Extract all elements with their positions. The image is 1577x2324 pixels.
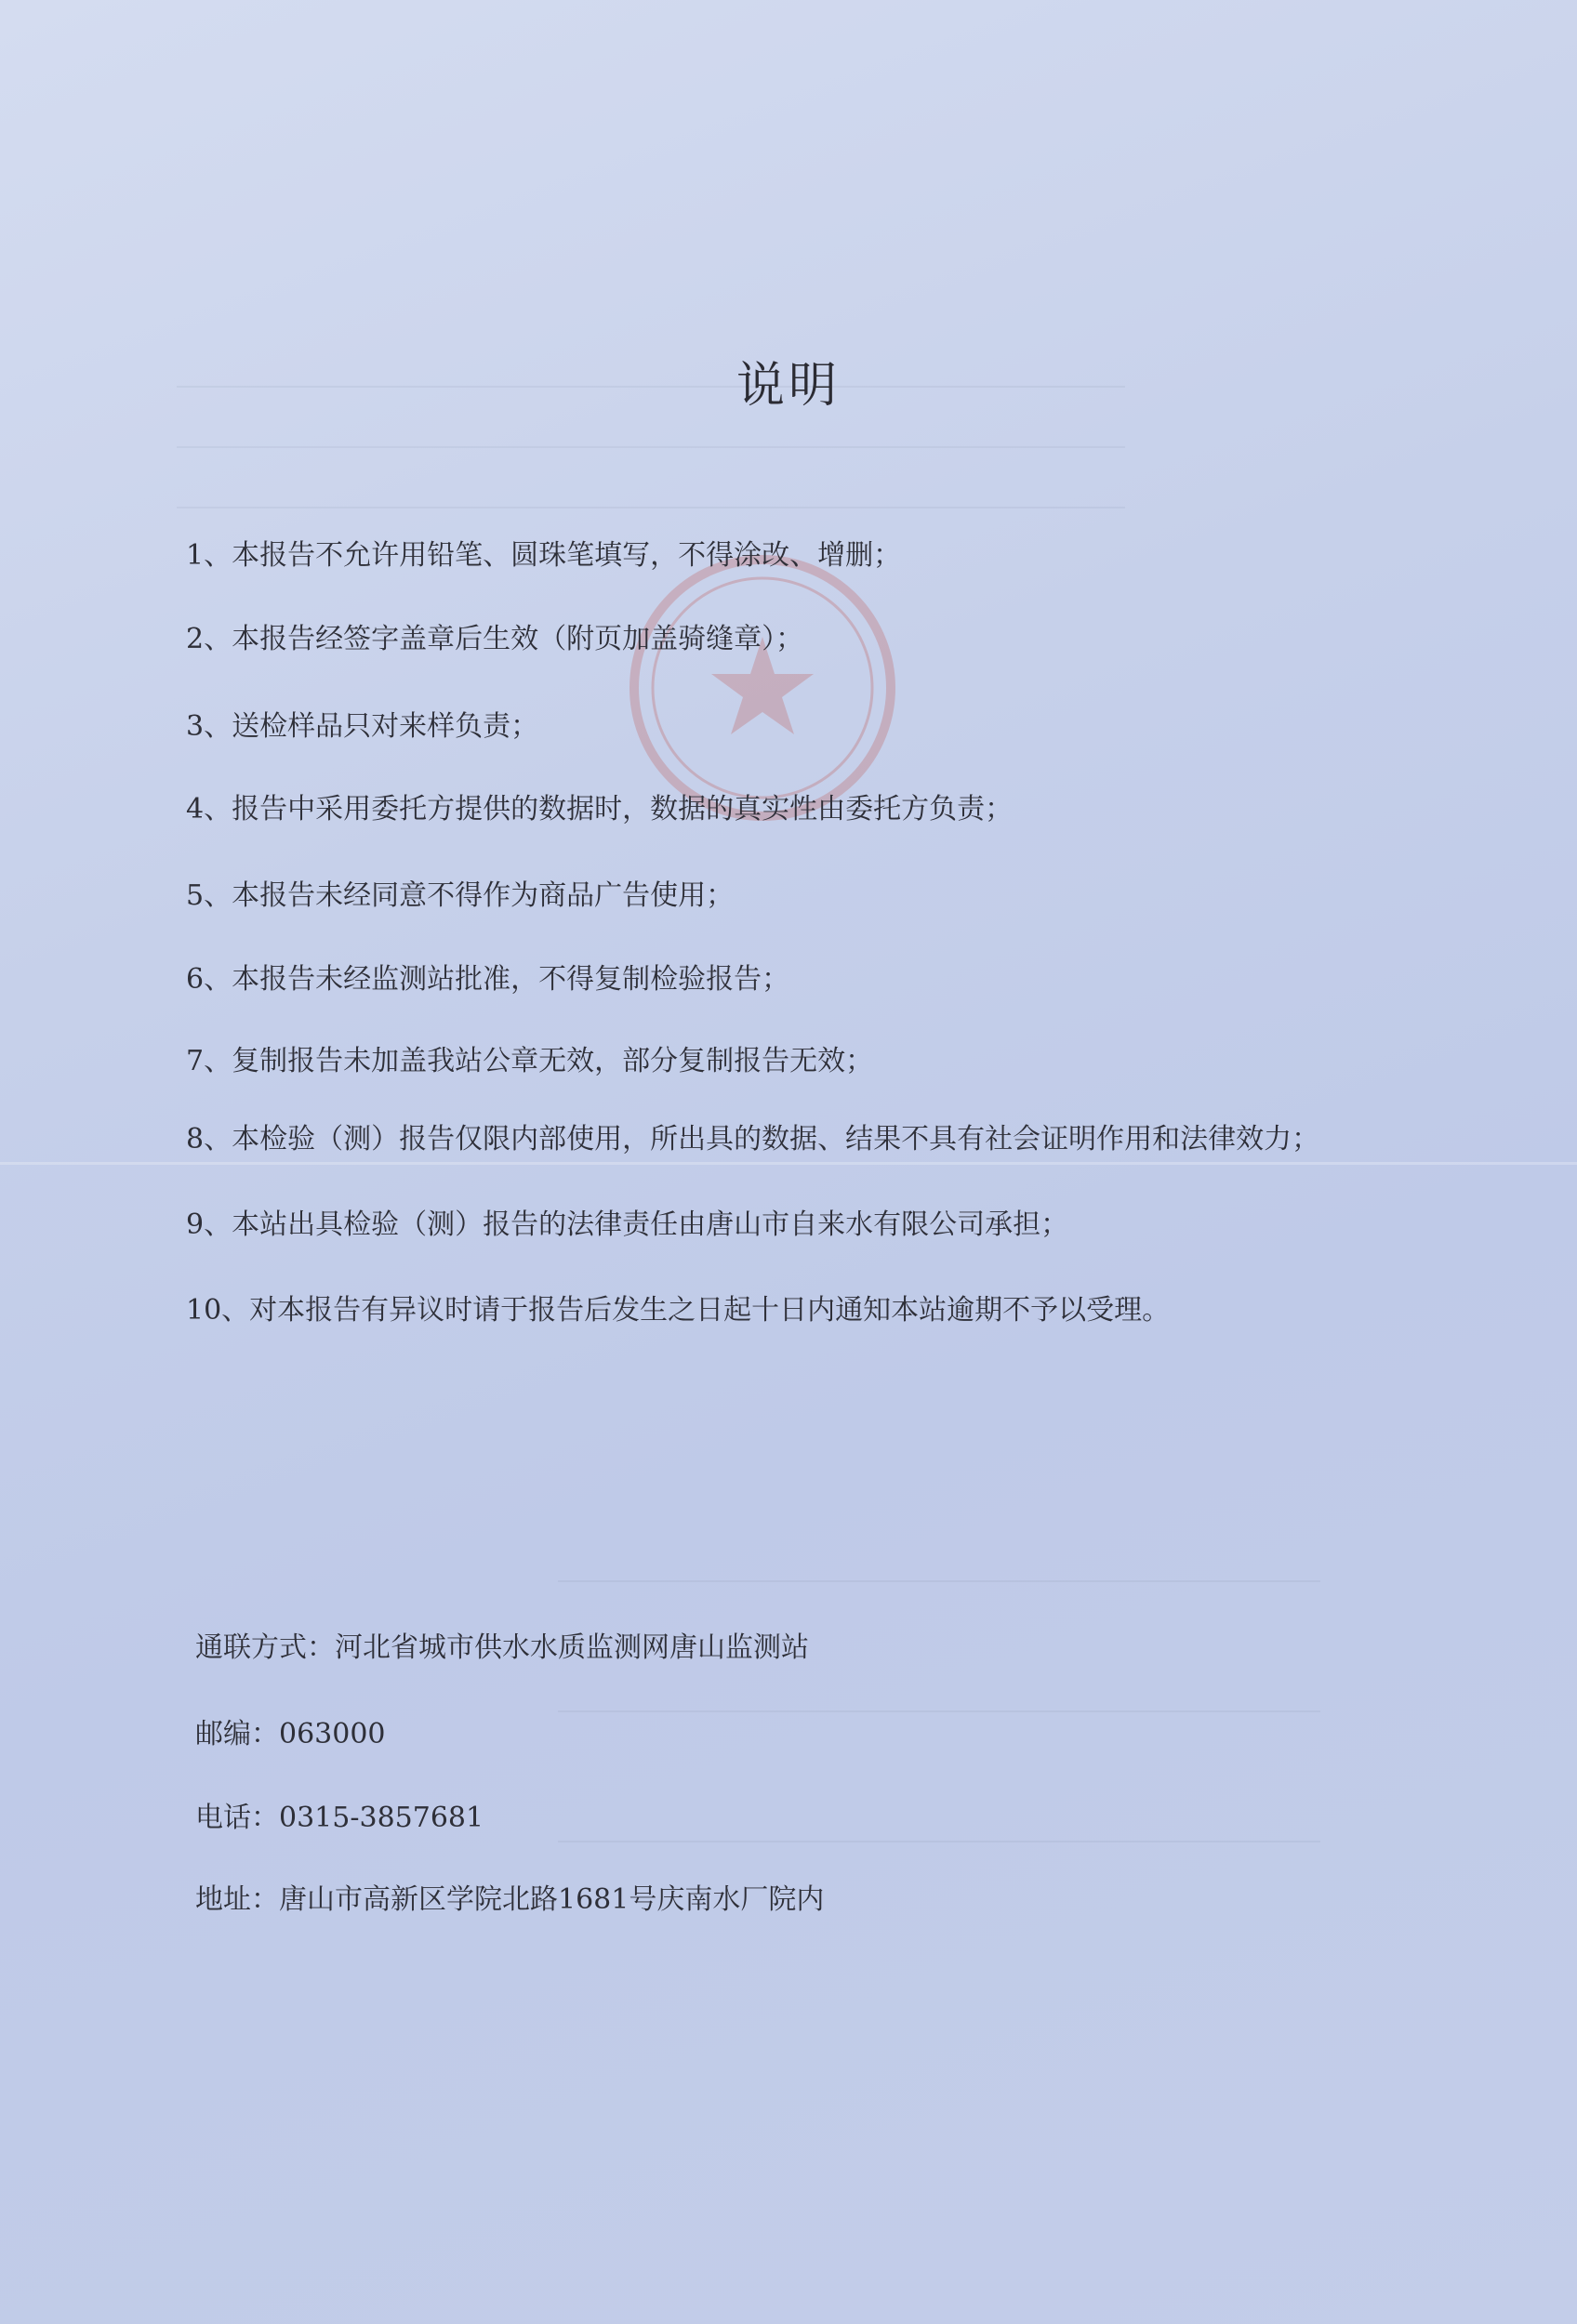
contact-postcode: 邮编：063000 — [195, 1718, 386, 1750]
bleed-through-line — [558, 1580, 1320, 1582]
notice-item-4: 4、报告中采用委托方提供的数据时，数据的真实性由委托方负责； — [186, 793, 1014, 825]
paper-fold — [0, 1162, 1577, 1165]
contact-organization: 通联方式：河北省城市供水水质监测网唐山监测站 — [195, 1631, 809, 1664]
page-title: 说明 — [735, 358, 841, 414]
bleed-through-line — [177, 446, 1125, 448]
notice-item-9: 9、本站出具检验（测）报告的法律责任由唐山市自来水有限公司承担； — [186, 1208, 1069, 1241]
notice-item-8: 8、本检验（测）报告仅限内部使用，所出具的数据、结果不具有社会证明作用和法律效力； — [186, 1123, 1320, 1155]
bleed-through-line — [177, 507, 1125, 508]
bleed-through-line — [558, 1841, 1320, 1842]
notice-item-5: 5、本报告未经同意不得作为商品广告使用； — [186, 879, 735, 912]
notice-item-1: 1、本报告不允许用铅笔、圆珠笔填写，不得涂改、增删； — [186, 539, 902, 572]
notice-item-2: 2、本报告经签字盖章后生效（附页加盖骑缝章）； — [186, 623, 804, 655]
bleed-through-line — [558, 1710, 1320, 1712]
notice-item-7: 7、复制报告未加盖我站公章无效，部分复制报告无效； — [186, 1045, 874, 1077]
notice-item-6: 6、本报告未经监测站批准，不得复制检验报告； — [186, 963, 790, 996]
notice-item-3: 3、送检样品只对来样负责； — [186, 710, 539, 743]
contact-address: 地址：唐山市高新区学院北路1681号庆南水厂院内 — [195, 1883, 825, 1916]
contact-phone: 电话：0315-3857681 — [195, 1802, 484, 1834]
notice-item-10: 10、对本报告有异议时请于报告后发生之日起十日内通知本站逾期不予以受理。 — [186, 1294, 1171, 1327]
